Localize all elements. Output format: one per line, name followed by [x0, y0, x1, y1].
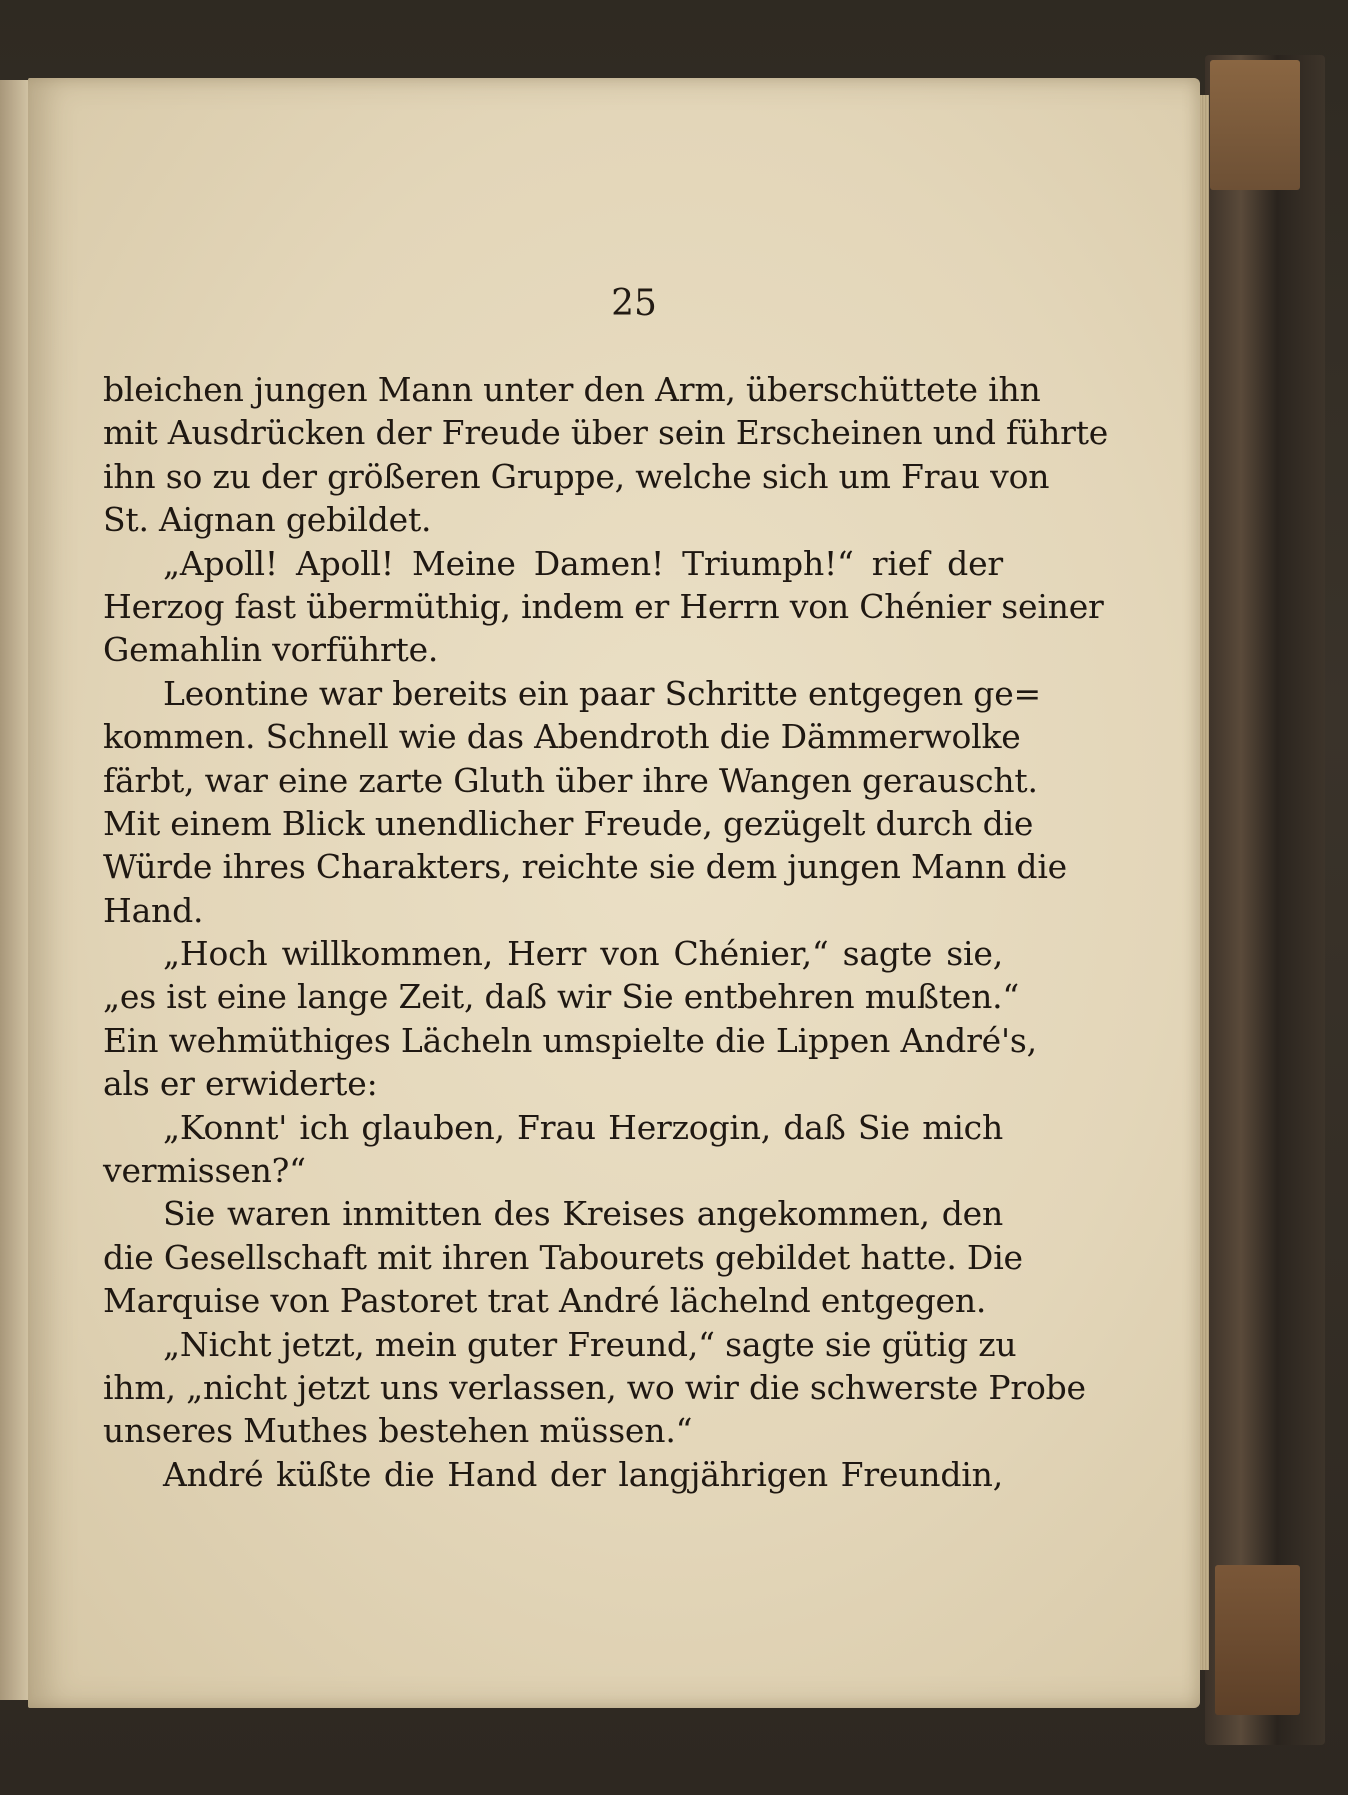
text-line: „Konnt' ich glauben, Frau Herzogin, daß Sie mich [163, 1107, 1003, 1147]
text-line: Herzog fast übermüthig, indem er Herrn von Chénier seiner [103, 586, 1104, 626]
text-line: unseres Muthes bestehen müssen.“ [103, 1411, 693, 1451]
page-number: 25 [611, 283, 657, 324]
book-page [28, 78, 1200, 1708]
text-line: die Gesellschaft mit ihren Tabourets gebildet hatte. Die [103, 1237, 1023, 1277]
text-line: Leontine war bereits ein paar Schritte entgegen ge= [163, 673, 1042, 713]
text-line: Mit einem Blick unendlicher Freude, gezügelt durch die [103, 803, 1034, 843]
cover-leather-corner-top [1210, 60, 1300, 190]
text-line: Marquise von Pastoret trat André lächelnd entgegen. [103, 1281, 987, 1321]
text-line: ihm, „nicht jetzt uns verlassen, wo wir die schwerste Probe [103, 1367, 1086, 1407]
text-line: färbt, war eine zarte Gluth über ihre Wangen gerauscht. [103, 760, 1038, 800]
text-line: „es ist eine lange Zeit, daß wir Sie entbehren mußten.“ [103, 977, 1020, 1017]
page-text [103, 368, 1109, 1496]
book-cover-right [1205, 55, 1325, 1745]
text-line: Sie waren inmitten des Kreises angekommen, den [163, 1194, 1003, 1234]
text-line: André küßte die Hand der langjährigen Freundin, [163, 1454, 1003, 1494]
text-line: ihn so zu der größeren Gruppe, welche sich um Frau von [103, 456, 1050, 496]
text-line: Würde ihres Charakters, reichte sie dem jungen Mann die [103, 847, 1068, 887]
text-line: als er erwiderte: [103, 1064, 378, 1104]
text-line: mit Ausdrücken der Freude über sein Erscheinen und führte [103, 413, 1109, 453]
text-line: vermissen?“ [103, 1151, 306, 1191]
text-line: Hand. [103, 890, 204, 930]
text-line: bleichen jungen Mann unter den Arm, überschüttete ihn [103, 370, 1041, 409]
text-line: St. Aignan gebildet. [103, 500, 432, 540]
text-line: „Nicht jetzt, mein guter Freund,“ sagte sie gütig zu [163, 1324, 1017, 1364]
text-line: Gemahlin vorführte. [103, 630, 439, 670]
text-line: „Hoch willkommen, Herr von Chénier,“ sagte sie, [163, 934, 1003, 974]
text-line: Ein wehmüthiges Lächeln umspielte die Lippen André's, [103, 1020, 1037, 1060]
cover-leather-corner-bottom [1215, 1565, 1300, 1715]
text-line: kommen. Schnell wie das Abendroth die Dämmerwolke [103, 717, 1021, 757]
text-line: „Apoll! Apoll! Meine Damen! Triumph!“ rief der [163, 543, 1003, 583]
